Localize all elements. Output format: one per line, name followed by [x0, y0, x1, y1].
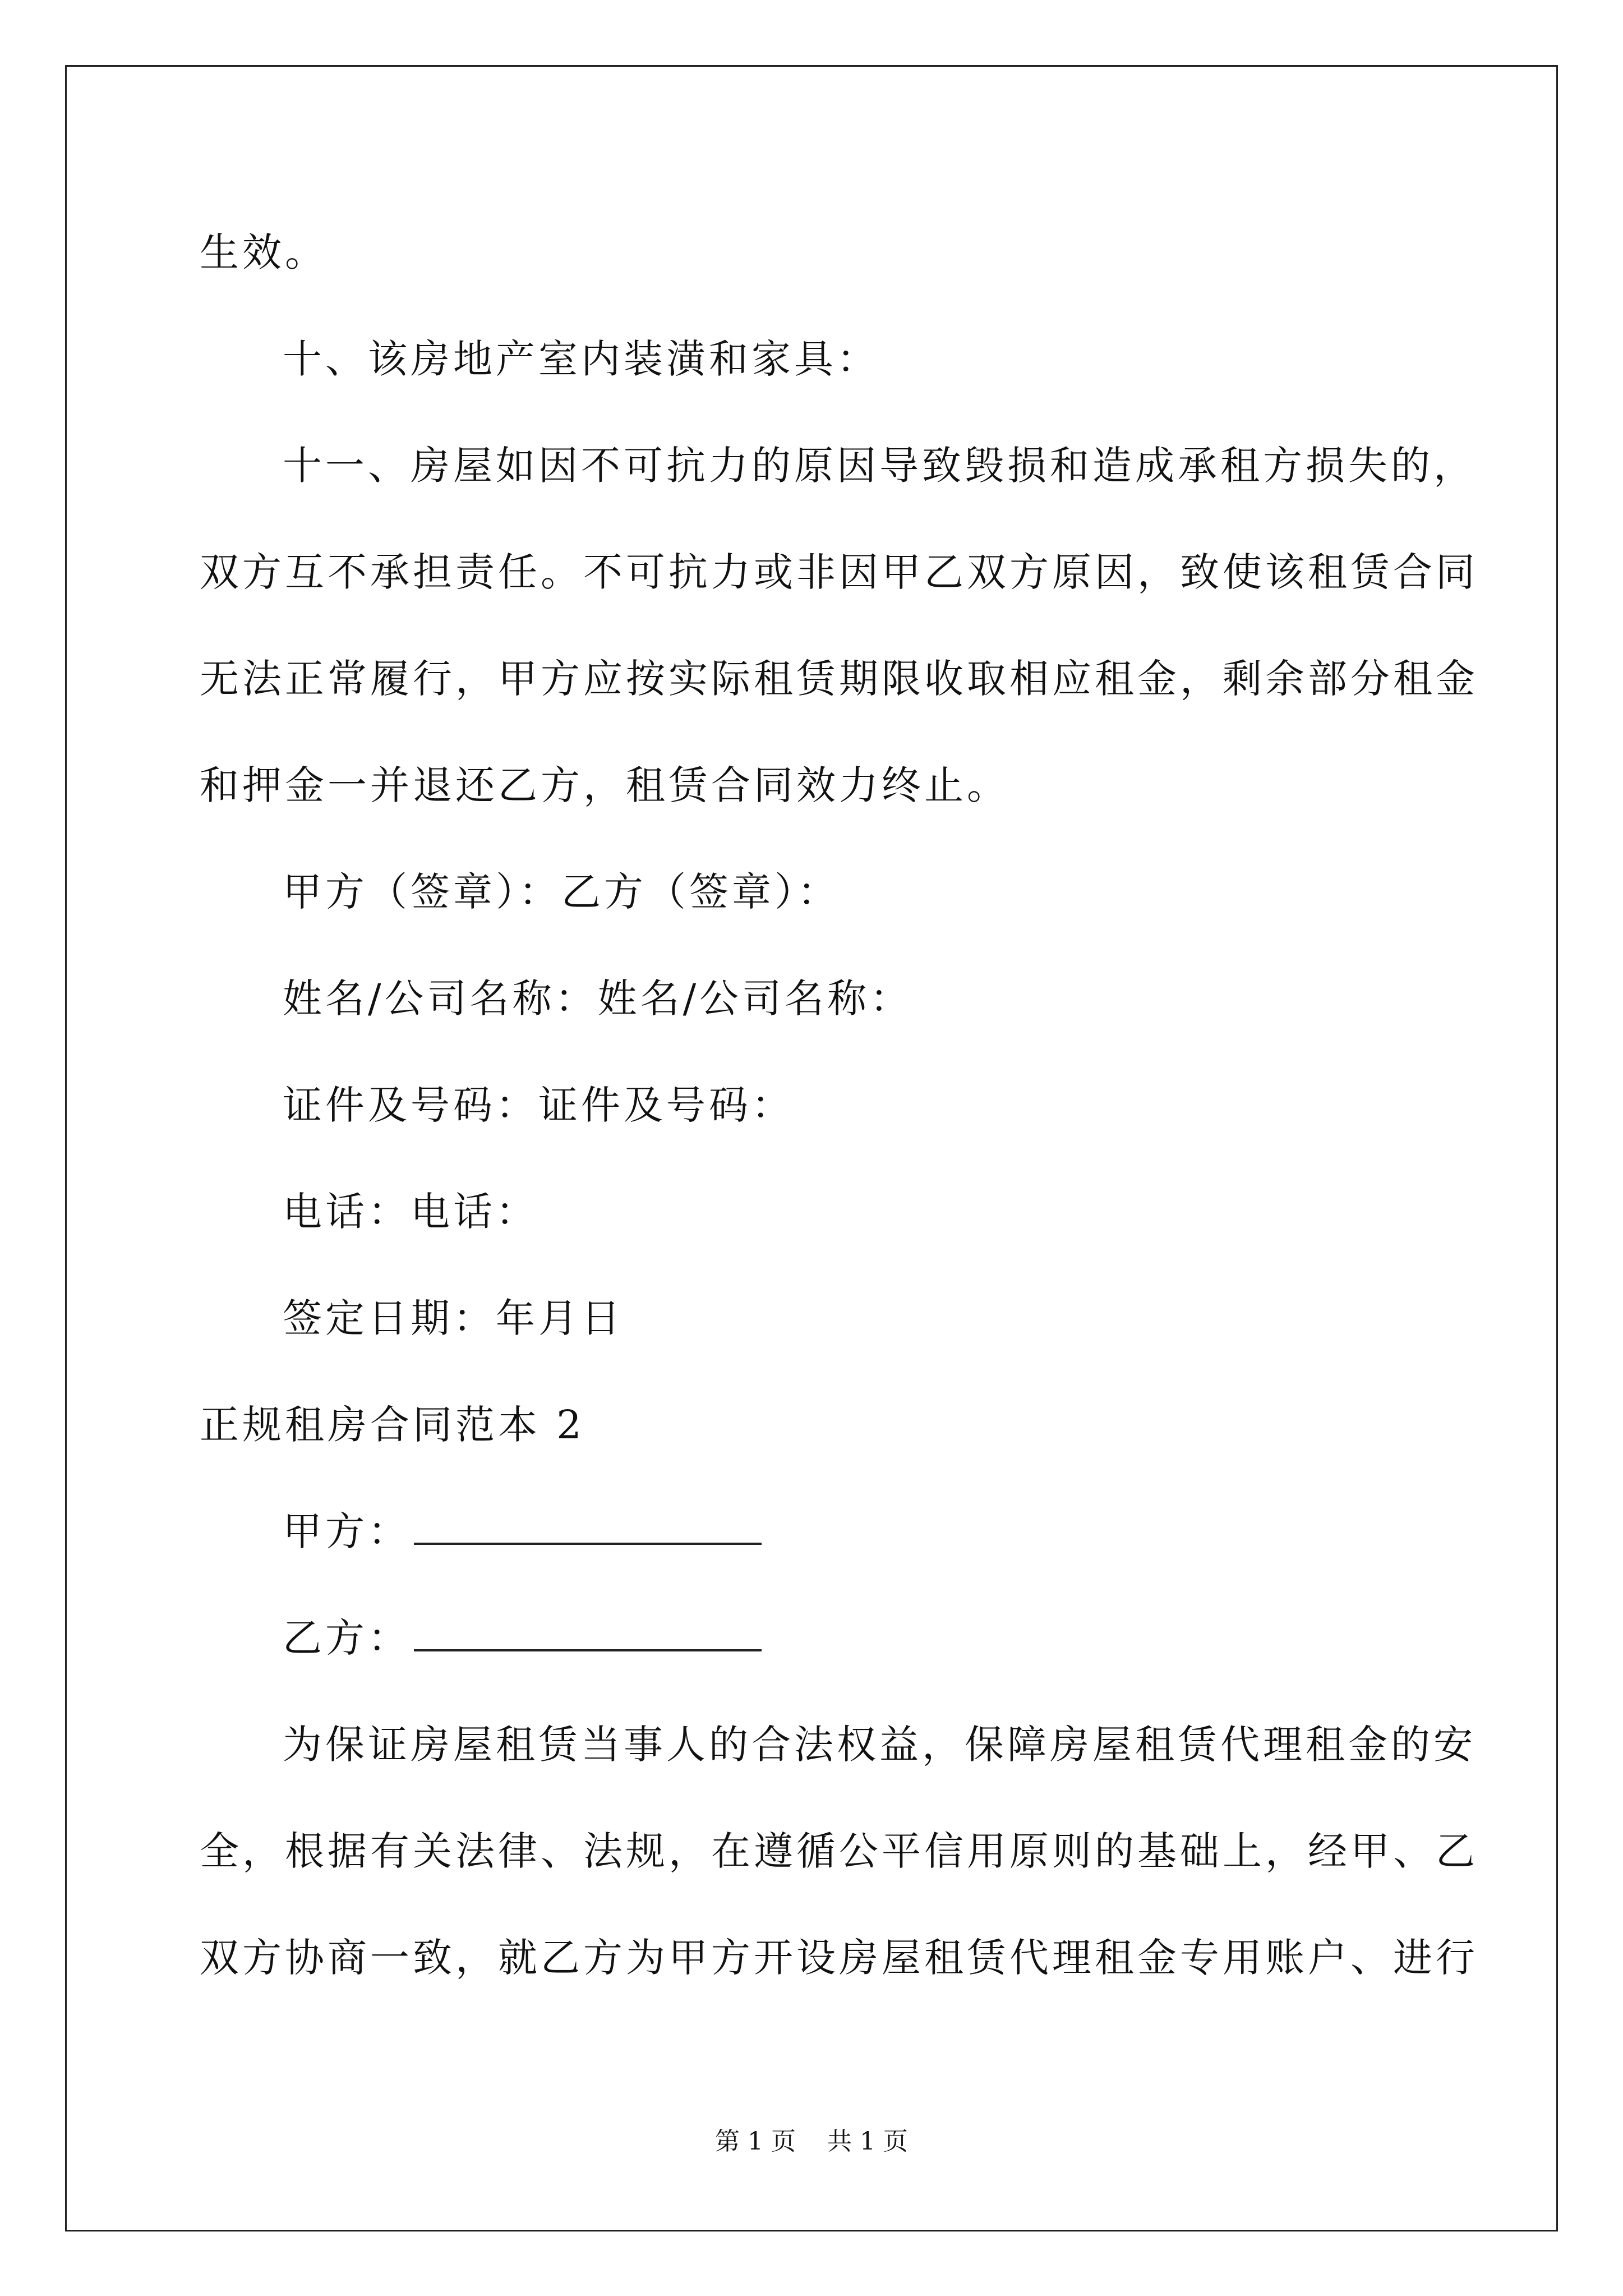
party-b-blank — [414, 1616, 762, 1651]
section-title: 正规租房合同范本 2 — [200, 1402, 585, 1448]
text-line: 为保证房屋租赁当事人的合法权益，保障房屋租赁代理租金的安 — [283, 1722, 1476, 1768]
text-line: 全，根据有关法律、法规，在遵循公平信用原则的基础上，经甲、乙 — [200, 1828, 1478, 1874]
clause-heading: 十、该房地产室内装潢和家具： — [283, 336, 879, 382]
text-line: 双方协商一致，就乙方为甲方开设房屋租赁代理租金专用账户、进行 — [200, 1935, 1478, 1981]
party-a-blank — [414, 1509, 762, 1545]
page-footer — [0, 2125, 1623, 2159]
signature-line: 甲方（签章）：乙方（签章）： — [283, 869, 840, 915]
text-line: 双方互不承担责任。不可抗力或非因甲乙双方原因，致使该租赁合同 — [200, 549, 1478, 595]
party-a-line — [283, 1506, 762, 1557]
party-b-line — [283, 1613, 762, 1663]
text-line: 十一、房屋如因不可抗力的原因导致毁损和造成承租方损失的， — [283, 443, 1476, 489]
page-number: 第 1 页 共 1 页 — [715, 2127, 908, 2156]
party-a-label: 甲方： — [283, 1508, 411, 1554]
text-line: 生效。 — [200, 229, 328, 275]
text-line: 无法正常履行，甲方应按实际租赁期限收取相应租金，剩余部分租金 — [200, 656, 1478, 702]
date-line: 签定日期：年月日 — [283, 1295, 624, 1341]
party-b-label: 乙方： — [283, 1615, 411, 1661]
name-line: 姓名/公司名称：姓名/公司名称： — [283, 976, 913, 1022]
phone-line: 电话：电话： — [283, 1189, 538, 1235]
id-line: 证件及号码：证件及号码： — [283, 1082, 794, 1128]
text-line: 和押金一并退还乙方，租赁合同效力终止。 — [200, 762, 1009, 808]
page-border — [65, 65, 1558, 2231]
